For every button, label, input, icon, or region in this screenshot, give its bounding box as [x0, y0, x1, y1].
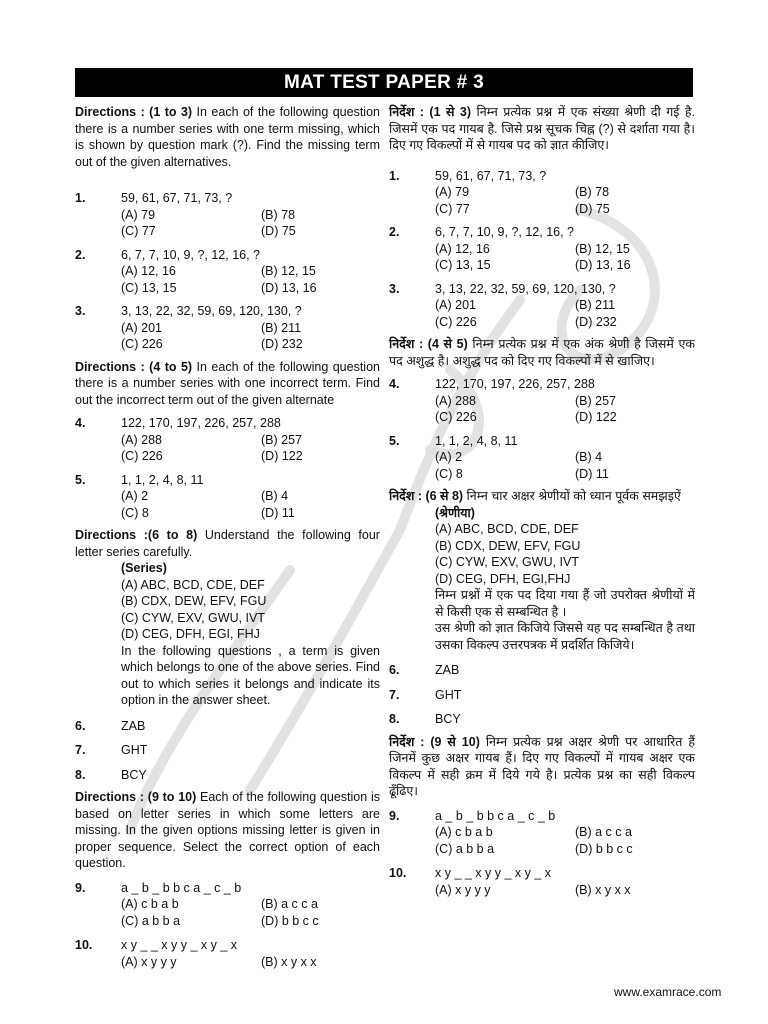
question-number: 3. — [75, 304, 86, 318]
option-d: (D) b b c c — [575, 841, 633, 856]
options — [121, 488, 380, 521]
option-a: (A) x y y y — [435, 882, 491, 897]
question-text: a _ b _ b b c a _ c _ b — [435, 808, 556, 823]
question-text: 3, 13, 22, 32, 59, 69, 120, 130, ? — [121, 304, 302, 318]
directions-text: निम्न प्रत्येक प्रश्न में एक संख्या श्रेणी दी गई है. जिसमें एक पद गायब है. जिसे प्रश्न सूचक चिह्न (?) से दर्शाता गया है। दिए गए विकल्पों में से गायब पद को ज्ञात कीजिए। — [389, 105, 695, 152]
options — [121, 263, 380, 296]
option-a: (A) 288 — [121, 432, 162, 447]
option-d: (D) 13, 16 — [575, 258, 631, 272]
option-c: (C) 77 — [435, 201, 470, 216]
option-b: (B) 4 — [261, 489, 289, 503]
option-d: (D) 75 — [575, 201, 610, 216]
option-b: (B) 257 — [261, 432, 302, 447]
directions-label: निर्देश : — [389, 489, 422, 503]
question-text: 122, 170, 197, 226, 257, 288 — [121, 416, 281, 430]
option-c: (C) a b b a — [121, 913, 181, 928]
option-a: (A) c b a b — [435, 825, 493, 839]
options — [435, 297, 695, 330]
option-b: (B) x y x x — [575, 882, 631, 897]
question-6 — [389, 662, 695, 679]
options — [121, 320, 380, 353]
directions-text-2: In the following questions , a term is given which belongs to one of the above series. Find out to which series it belongs and indicate its option in the answer sheet. — [121, 643, 380, 707]
question-number: 8. — [389, 712, 400, 726]
option-d: (D) 13, 16 — [261, 280, 317, 295]
option-b: (B) 78 — [261, 207, 296, 222]
question-text: x y _ _ x y y _ x y _ x — [121, 938, 238, 952]
question-4 — [389, 376, 695, 426]
option-a: (A) 2 — [435, 450, 463, 464]
nirdesh-9-10 — [389, 734, 695, 800]
directions-text: Each of the following question is based on letter series in which some letters are missing. In the given options missing letter is given in proper sequence. Select the correct option of each question. — [75, 790, 380, 870]
question-number: 1. — [389, 168, 400, 183]
series-b: (B) CDX, DEW, EFV, FGU — [121, 594, 267, 608]
options — [435, 824, 695, 857]
question-6 — [75, 718, 380, 735]
question-text: a _ b _ b b c a _ c _ b — [121, 880, 242, 895]
option-b: (B) 4 — [575, 450, 603, 464]
option-c: (C) 226 — [121, 337, 163, 351]
option-b: (B) a c c a — [261, 897, 318, 911]
page-title: MAT TEST PAPER # 3 — [75, 68, 693, 97]
question-text: ZAB — [121, 718, 146, 733]
option-c: (C) 13, 15 — [121, 280, 177, 295]
question-number: 6. — [389, 663, 400, 677]
question-number: 2. — [389, 225, 400, 239]
question-8 — [389, 711, 695, 728]
question-number: 2. — [75, 247, 86, 262]
nirdesh-1-3 — [389, 104, 695, 154]
option-a: (A) x y y y — [121, 954, 177, 969]
directions-9-10 — [75, 789, 380, 872]
option-a: (A) c b a b — [121, 897, 179, 911]
directions-4-5 — [75, 359, 380, 409]
directions-range: (1 से 3) — [429, 105, 472, 119]
option-a: (A) 12, 16 — [435, 241, 490, 256]
option-c: (C) 8 — [435, 466, 463, 481]
option-c: (C) 77 — [121, 224, 156, 238]
directions-label: निर्देश : — [389, 337, 424, 351]
question-3 — [389, 281, 695, 331]
option-d: (D) b b c c — [261, 913, 319, 928]
question-1 — [75, 190, 380, 240]
option-d: (D) 232 — [575, 314, 617, 329]
option-a: (A) 201 — [435, 298, 476, 312]
directions-range: (9 से 10) — [430, 734, 480, 749]
series-c: (C) CYW, EXV, GWU, IVT — [121, 610, 265, 625]
directions-text: In each of the following question there is a number series with one incorrect term. Find out the incorrect term out of the given alternate — [75, 359, 380, 407]
options — [121, 432, 380, 465]
question-4 — [75, 415, 380, 465]
options — [435, 184, 695, 217]
question-number: 3. — [389, 281, 400, 296]
question-number: 1. — [75, 191, 86, 205]
nirdesh-4-5 — [389, 336, 695, 369]
option-c: (C) 226 — [435, 410, 477, 424]
option-c: (C) 13, 15 — [435, 258, 491, 272]
options — [435, 393, 695, 426]
directions-text-3: उस श्रेणी को ज्ञात किजिये जिससे यह पद सम्बन्धित है तथा उसका विकल्प उत्तरपत्रक में प्रदर्शित किजिये। — [435, 621, 695, 652]
directions-text: निम्न प्रत्येक प्रश्न अक्षर श्रेणी पर आधारित हैं जिनमें कुछ अक्षर गायब हैं। दिए गए विकल्पों में गायब अक्षर एक विकल्प में सही क्रम में दिये गये है। प्रत्येक प्रश्न का सही विकल्प ढूँढिए। — [389, 734, 695, 798]
question-number: 5. — [389, 433, 400, 448]
series-d: (D) CEG, DFH, EGI, FHJ — [121, 627, 260, 641]
series-a: (A) ABC, BCD, CDE, DEF — [121, 577, 265, 592]
option-a: (A) 12, 16 — [121, 264, 176, 278]
directions-label: निर्देश : — [389, 105, 424, 119]
options — [435, 882, 695, 899]
directions-label: Directions : (4 to 5) — [75, 359, 193, 374]
question-text: 122, 170, 197, 226, 257, 288 — [435, 377, 595, 391]
option-a: (A) 201 — [121, 320, 162, 335]
directions-text: निम्न प्रत्येक प्रश्न में एक अंक श्रेणी है जिसमें एक पद अशुद्ध है। अशुद्ध पद को दिए गए विकल्पों में से खाजिए। — [389, 337, 695, 368]
question-number: 4. — [75, 416, 86, 430]
option-b: (B) x y x x — [261, 954, 317, 969]
options — [435, 449, 695, 482]
directions-text: In each of the following question there is a number series with one term missing, which is shown by question mark (?). Find the missing term out of the given alternatives. — [75, 105, 380, 169]
question-number: 7. — [389, 687, 400, 702]
question-10 — [389, 865, 695, 898]
question-9 — [75, 880, 380, 930]
question-9 — [389, 808, 695, 858]
options — [121, 896, 380, 929]
option-b: (B) 12, 15 — [261, 264, 316, 278]
directions-label: Directions : (9 to 10) — [75, 790, 197, 804]
series-heading: (Series) — [121, 561, 167, 575]
question-number: 6. — [75, 718, 86, 733]
question-5 — [75, 472, 380, 522]
option-d: (D) 11 — [261, 505, 295, 520]
question-3 — [75, 303, 380, 353]
footer-website-url[interactable]: www.examrace.com — [614, 985, 722, 999]
hindi-column — [389, 104, 695, 898]
option-b: (B) 78 — [575, 185, 610, 199]
option-b: (B) 12, 15 — [575, 241, 630, 256]
question-number: 5. — [75, 472, 86, 487]
directions-1-3 — [75, 104, 380, 170]
option-c: (C) 226 — [435, 314, 477, 329]
directions-label: Directions :(6 to 8) — [75, 528, 198, 542]
question-text: 6, 7, 7, 10, 9, ?, 12, 16, ? — [121, 247, 260, 262]
question-text: 6, 7, 7, 10, 9, ?, 12, 16, ? — [435, 225, 574, 239]
question-2 — [389, 224, 695, 274]
question-10 — [75, 937, 380, 970]
series-b: (B) CDX, DEW, EFV, FGU — [435, 538, 581, 553]
directions-label: Directions : (1 to 3) — [75, 105, 193, 119]
series-a: (A) ABC, BCD, CDE, DEF — [435, 522, 579, 536]
question-number: 7. — [75, 743, 86, 757]
series-d: (D) CEG, DFH, EGI,FHJ — [435, 571, 571, 586]
directions-6-8 — [75, 527, 380, 709]
option-d: (D) 232 — [261, 337, 303, 351]
option-a: (A) 288 — [435, 393, 476, 408]
option-c: (C) 8 — [121, 505, 149, 520]
option-a: (A) 79 — [435, 185, 470, 199]
option-a: (A) 2 — [121, 489, 149, 503]
series-heading: (श्रेणीया) — [435, 505, 475, 520]
option-b: (B) 211 — [575, 298, 616, 312]
question-7 — [389, 687, 695, 704]
question-text: GHT — [435, 687, 462, 702]
option-d: (D) 11 — [575, 466, 609, 481]
option-b: (B) 257 — [575, 393, 616, 408]
question-number: 9. — [75, 880, 86, 895]
options — [121, 207, 380, 240]
question-1 — [389, 168, 695, 218]
directions-range: (6 से 8) — [425, 489, 464, 503]
series-c: (C) CYW, EXV, GWU, IVT — [435, 555, 579, 569]
question-text: 59, 61, 67, 71, 73, ? — [435, 168, 547, 183]
question-text: x y _ _ x y y _ x y _ x — [435, 866, 552, 880]
question-text: BCY — [121, 767, 147, 782]
question-text: BCY — [435, 712, 461, 726]
question-text: 59, 61, 67, 71, 73, ? — [121, 191, 233, 205]
option-d: (D) 122 — [575, 410, 617, 424]
question-5 — [389, 433, 695, 483]
option-b: (B) a c c a — [575, 825, 632, 839]
option-d: (D) 122 — [261, 449, 303, 463]
directions-label: निर्देश : — [389, 734, 425, 749]
question-text: GHT — [121, 743, 148, 757]
question-number: 10. — [389, 866, 407, 880]
question-text: ZAB — [435, 663, 460, 677]
option-d: (D) 75 — [261, 224, 296, 238]
option-b: (B) 211 — [261, 320, 302, 335]
directions-text-2: निम्न प्रश्नों में एक पद दिया गया हैं जो उपरोक्त श्रेणीयों में से किसी एक से सम्बन्धित है । — [435, 588, 695, 619]
question-number: 8. — [75, 767, 86, 782]
directions-range: (4 से 5) — [427, 337, 468, 351]
question-2 — [75, 247, 380, 297]
question-number: 10. — [75, 938, 93, 952]
question-text: 3, 13, 22, 32, 59, 69, 120, 130, ? — [435, 281, 616, 296]
question-7 — [75, 742, 380, 759]
directions-text: Understand the following four letter series carefully. — [75, 528, 380, 559]
nirdesh-6-8 — [389, 488, 695, 653]
question-text: 1, 1, 2, 4, 8, 11 — [121, 472, 204, 487]
option-a: (A) 79 — [121, 207, 156, 222]
question-number: 4. — [389, 377, 400, 391]
question-text: 1, 1, 2, 4, 8, 11 — [435, 433, 518, 448]
english-column — [75, 104, 380, 970]
question-number: 9. — [389, 808, 400, 823]
directions-text: निम्न चार अक्षर श्रेणीयों को ध्यान पूर्वक समझइऐं — [466, 489, 681, 503]
option-c: (C) 226 — [121, 449, 163, 463]
question-8 — [75, 767, 380, 784]
option-c: (C) a b b a — [435, 841, 495, 856]
options — [435, 241, 695, 274]
options — [121, 954, 380, 971]
